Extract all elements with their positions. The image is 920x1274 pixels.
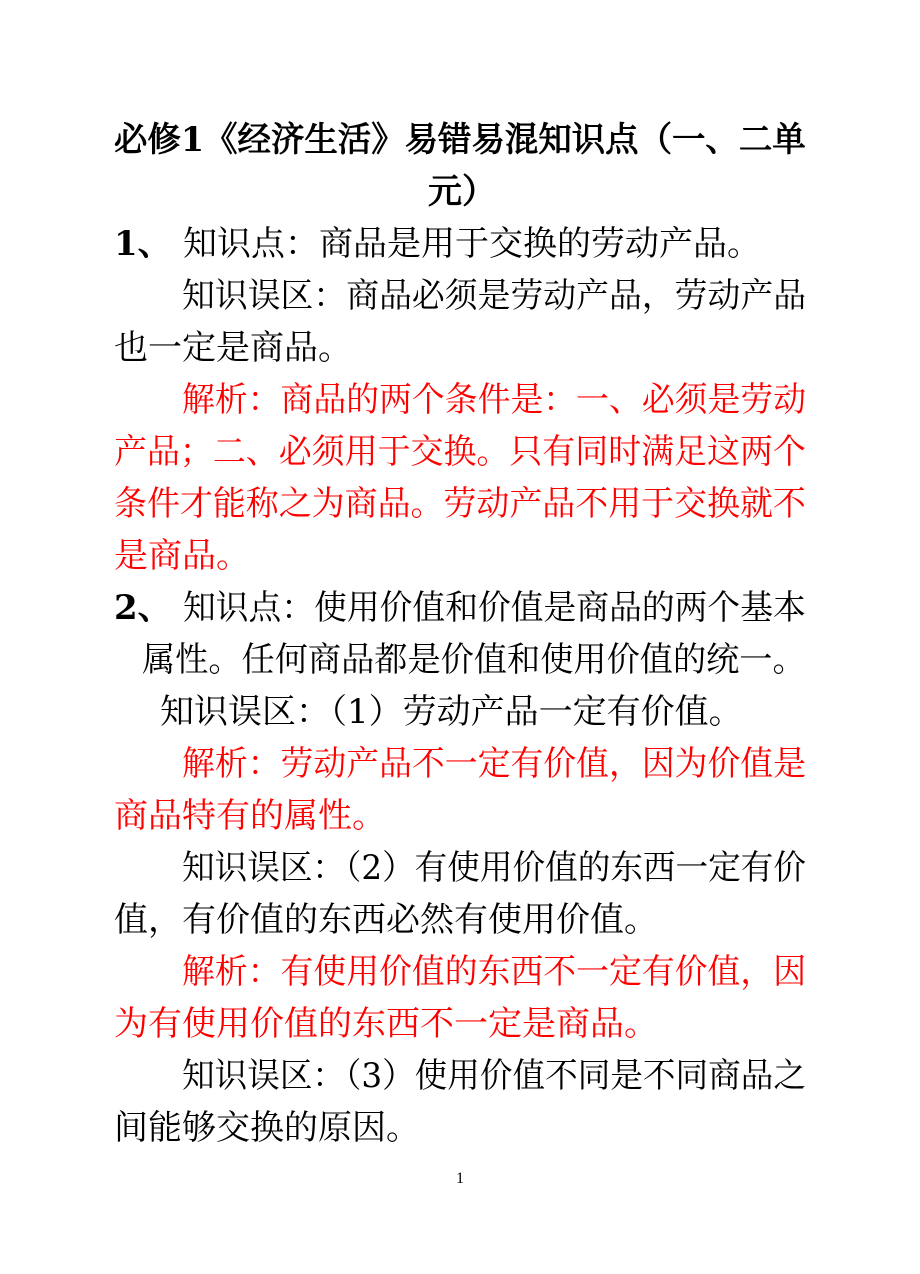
item-1-analysis-line-1: 解析：商品的两个条件是：一、必须是劳动 <box>182 380 807 420</box>
item-2-misconception-2-line-2: 值，有价值的东西必然有使用价值。 <box>114 900 658 940</box>
title-line-1: 必修1《经济生活》易错易混知识点（一、二单 <box>114 120 806 160</box>
item-1-analysis-line-3: 条件才能称之为商品。劳动产品不用于交换就不 <box>114 484 806 524</box>
item-1-misconception-line-2: 也一定是商品。 <box>114 328 352 368</box>
item-1-analysis-line-2: 产品；二、必须用于交换。只有同时满足这两个 <box>114 432 806 472</box>
item-2-analysis-1-line-1: 解析：劳动产品不一定有价值，因为价值是 <box>182 744 807 784</box>
title-line-2: 元） <box>428 172 496 212</box>
item-2-point-line-2: 属性。任何商品都是价值和使用价值的统一。 <box>142 640 806 680</box>
item-2-analysis-2-line-2: 为有使用价值的东西不一定是商品。 <box>114 1004 658 1044</box>
item-2-analysis-2-line-1: 解析：有使用价值的东西不一定有价值，因 <box>182 952 807 992</box>
item-1-number: 1、 <box>114 224 172 264</box>
item-1-analysis-line-4: 是商品。 <box>114 536 250 576</box>
item-2-misconception-3-line-1: 知识误区：（3）使用价值不同是不同商品之 <box>182 1056 806 1096</box>
item-1-misconception-line-1: 知识误区：商品必须是劳动产品，劳动产品 <box>182 276 807 316</box>
item-2-misconception-1: 知识误区：（1）劳动产品一定有价值。 <box>160 692 743 732</box>
item-2-analysis-1-line-2: 商品特有的属性。 <box>114 796 386 836</box>
item-2-number: 2、 <box>114 588 172 628</box>
item-2-misconception-2-line-1: 知识误区：（2）有使用价值的东西一定有价 <box>182 848 806 888</box>
item-2-misconception-3-line-2: 间能够交换的原因。 <box>114 1108 420 1148</box>
item-1-point: 知识点：商品是用于交换的劳动产品。 <box>183 224 761 264</box>
page-number: 1 <box>456 1170 464 1187</box>
item-2-point-line-1: 知识点：使用价值和价值是商品的两个基本 <box>183 588 806 628</box>
